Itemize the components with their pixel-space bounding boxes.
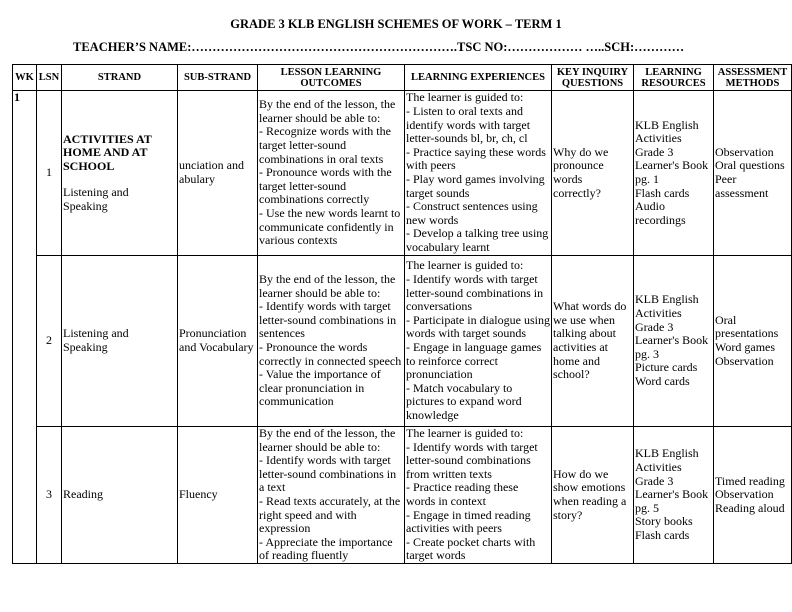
experience-line: The learner is guided to: [406, 258, 524, 273]
teacher-info-line: TEACHER’S NAME:……………………………………………………….TSC NO:……………… …..SCH:………… [73, 40, 685, 54]
experience-line: - Participate in dialogue using words with target sounds [406, 312, 550, 341]
outcomes-cell [258, 91, 405, 256]
document-title: GRADE 3 KLB ENGLISH SCHEMES OF WORK – TERM 1 [230, 17, 562, 31]
experience-line: - Match vocabulary to pictures to expand word knowledge [406, 380, 522, 422]
table-row [13, 91, 792, 256]
table-row [13, 427, 792, 564]
sub-strand-cell: Fluency [178, 427, 258, 564]
experience-line: The learner is guided to: [406, 426, 524, 441]
experience-line: - Practice reading these words in context [406, 480, 519, 508]
assessment-line: Observation [715, 487, 774, 502]
resource-line: KLB English Activities Grade 3 Learner's Book pg. 1 [635, 117, 709, 186]
col-inquiry: KEY INQUIRY QUESTIONS [552, 65, 634, 91]
sub-strand-line: unciation and [179, 158, 244, 173]
schemes-table [12, 64, 792, 564]
experience-line: - Engage in timed reading activities with peers [406, 507, 531, 536]
experience-line: - Construct sentences using new words [406, 199, 538, 227]
experiences-cell [405, 91, 552, 256]
experience-line: - Play word games involving target sounds [406, 172, 545, 200]
resource-line: KLB English Activities Grade 3 Learner's Book pg. 3 [635, 292, 709, 361]
strand-name: Reading [63, 487, 103, 502]
resources-cell [634, 256, 714, 427]
col-assessment: ASSESSMENT METHODS [714, 65, 792, 91]
header-row [13, 65, 792, 91]
resource-line: Story books [635, 514, 693, 529]
col-strand: STRAND [62, 65, 178, 91]
outcome-line: - Appreciate the importance of reading fluently [259, 534, 393, 563]
strand-name: Listening and Speaking [63, 326, 129, 354]
outcome-line: - Pronounce words with the target letter-sound combinations correctly [259, 165, 392, 207]
inquiry-cell: How do we show emotions when reading a story? [552, 427, 634, 564]
sub-strand-cell: Pronunciation and Vocabulary [178, 256, 258, 427]
lesson-number: 1 [37, 91, 62, 256]
experience-line: - Identify words with target letter-sound combinations in conversations [406, 272, 544, 314]
col-lsn: LSN [37, 65, 62, 91]
assessment-line: Observation [715, 353, 774, 368]
week-cell: 1 [13, 91, 37, 564]
strand-cell [62, 256, 178, 427]
experience-line: - Create pocket charts with target words [406, 534, 536, 563]
outcomes-cell [258, 427, 405, 564]
outcome-line: - Identify words with target letter-sound combinations in sentences [259, 299, 397, 341]
strand-name: Listening and Speaking [63, 185, 129, 213]
col-experiences: LEARNING EXPERIENCES [405, 65, 552, 91]
lesson-number: 2 [37, 256, 62, 427]
resource-line: Flash cards [635, 185, 690, 200]
resource-line: KLB English Activities Grade 3 Learner's Book pg. 5 [635, 446, 709, 515]
assessment-cell [714, 427, 792, 564]
inquiry-cell: Why do we pronounce words correctly? [552, 91, 634, 256]
inquiry-cell: What words do we use when talking about activities at home and school? [552, 256, 634, 427]
assessment-line: Reading aloud [715, 500, 785, 515]
assessment-line: Word games [715, 340, 776, 354]
strand-cell [62, 91, 178, 256]
outcome-line: - Recognize words with the target letter-sound combinations in oral texts [259, 124, 391, 166]
resource-line: Picture cards [635, 360, 698, 375]
outcome-line: - Read texts accurately, at the right speed and with expression [259, 494, 401, 536]
experiences-cell [405, 427, 552, 564]
outcomes-cell [258, 256, 405, 427]
outcome-line: - Identify words with target letter-sound combinations in a text [259, 453, 397, 495]
experience-line: - Develop a talking tree using vocabulary learnt [406, 226, 549, 254]
outcome-line: - Value the importance of clear pronunciation in communication [259, 367, 381, 409]
experiences-cell [405, 256, 552, 427]
lesson-number: 3 [37, 427, 62, 564]
assessment-cell [714, 256, 792, 427]
experience-line: - Practice saying these words with peers [406, 144, 546, 173]
outcome-line: - Pronounce the words correctly in connected speech [259, 340, 402, 368]
resource-line: Audio recordings [635, 199, 686, 227]
experience-line: - Identify words with target letter-sound combinations from written texts [406, 439, 538, 481]
resource-line: Word cards [635, 373, 690, 388]
sub-strand-line: abulary [179, 172, 215, 186]
sub-strand-cell [178, 91, 258, 256]
experience-line: - Engage in language games to reinforce correct pronunciation [406, 340, 542, 382]
strand-cell [62, 427, 178, 564]
outcome-line: By the end of the lesson, the learner should be able to: [259, 272, 396, 300]
table-row [13, 256, 792, 427]
experience-line: - Listen to oral texts and identify words with target letter-sounds bl, br, ch, cl [406, 104, 531, 146]
assessment-line: Oral questions [715, 158, 785, 173]
assessment-line: Oral presentations [715, 312, 779, 341]
resources-cell [634, 91, 714, 256]
strand-heading: ACTIVITIES AT HOME AND AT SCHOOL [63, 131, 152, 173]
resources-cell [634, 427, 714, 564]
assessment-line: Peer assessment [715, 172, 769, 200]
col-outcomes: LESSON LEARNING OUTCOMES [258, 65, 405, 91]
col-resources: LEARNING RESOURCES [634, 65, 714, 91]
assessment-line: Timed reading [715, 473, 785, 488]
assessment-cell [714, 91, 792, 256]
col-wk: WK [13, 65, 37, 91]
outcome-line: By the end of the lesson, the learner should be able to: [259, 97, 396, 125]
experience-line: The learner is guided to: [406, 90, 524, 105]
outcome-line: - Use the new words learnt to communicate confidently in various contexts [259, 205, 401, 248]
outcome-line: By the end of the lesson, the learner should be able to: [259, 426, 396, 454]
assessment-line: Observation [715, 144, 774, 159]
col-sub-strand: SUB-STRAND [178, 65, 258, 91]
resource-line: Flash cards [635, 527, 690, 542]
